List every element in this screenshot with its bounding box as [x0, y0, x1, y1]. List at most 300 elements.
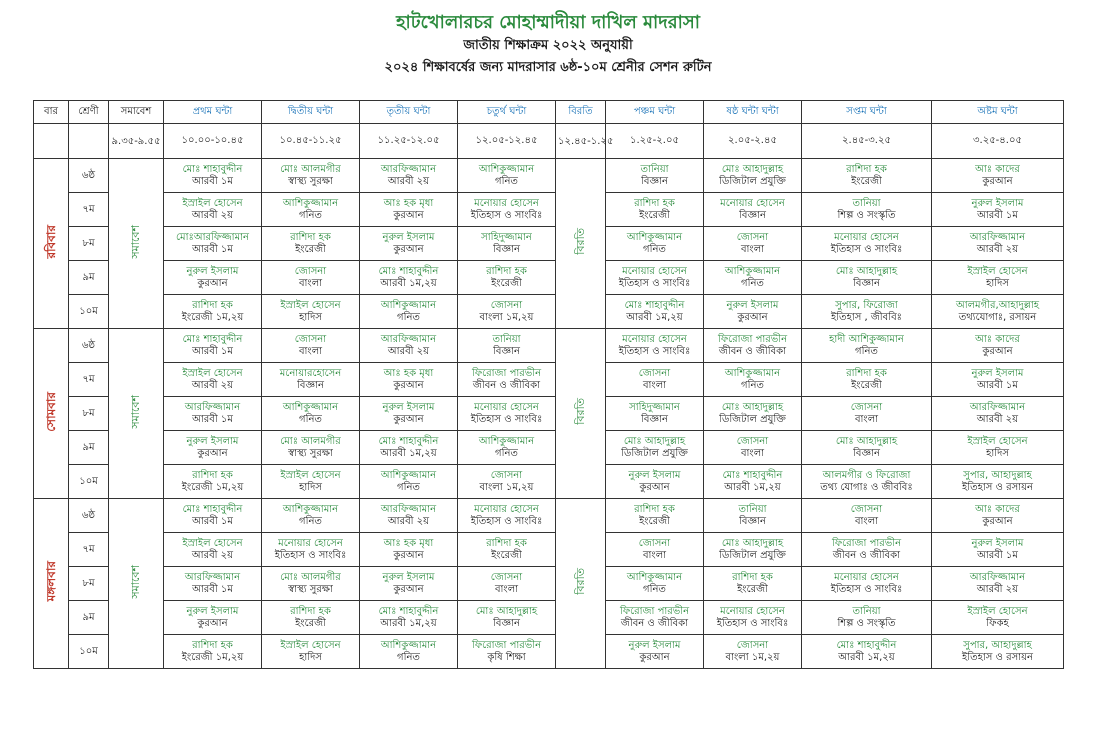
period-cell [606, 227, 704, 261]
period-cell [704, 499, 802, 533]
period-cell [704, 431, 802, 465]
period-cell [704, 227, 802, 261]
period-cell [360, 329, 458, 363]
period-cell [704, 261, 802, 295]
teacher-name: আরফিজ্জামান [969, 231, 1026, 243]
assembly-cell [109, 499, 164, 669]
period-cell [360, 295, 458, 329]
teacher-name: ফিরোজা পারভীন [471, 639, 542, 651]
assembly-label: সমাবেশ [129, 394, 142, 429]
break-cell [556, 499, 606, 669]
period-cell [932, 295, 1064, 329]
period-cell [458, 533, 556, 567]
teacher-name: মনোয়ারহোসেন [279, 367, 342, 379]
period-cell [360, 227, 458, 261]
teacher-name: ইস্রাইল হোসেন [280, 639, 341, 651]
teacher-name: জোসনা [736, 639, 769, 651]
subject-name: আরবী ১ম,২য় [626, 311, 683, 323]
period-cell [360, 601, 458, 635]
teacher-name: মোঃ শাহাবুদ্দীন [182, 333, 243, 345]
time-p5: ১.২৫-২.০৫ [606, 124, 704, 159]
subject-name: জীবন ও জীবিকা [472, 379, 541, 391]
teacher-name: আরফিজ্জামান [184, 401, 241, 413]
period-cell [802, 465, 932, 499]
subject-name: বাংলা ১ম,২য় [479, 311, 534, 323]
period-cell [932, 261, 1064, 295]
teacher-name: আশিকুজ্জামান [282, 503, 339, 515]
teacher-name: মনোয়ার হোসেন [474, 401, 539, 413]
period-cell [606, 193, 704, 227]
teacher-name: মোঃ শাহাবুদ্দীন [182, 163, 243, 175]
teacher-name: আরফিজ্জামান [380, 503, 437, 515]
period-cell [802, 159, 932, 193]
subject-name: ইতিহাস ও সাংবিঃ [830, 583, 903, 595]
subject-name: আরবী ১ম [977, 209, 1018, 221]
header-row [34, 101, 1064, 124]
period-cell [932, 227, 1064, 261]
teacher-name: আরফিজ্জামান [380, 163, 437, 175]
period-cell [458, 465, 556, 499]
madrasa-title: হাটখোলারচর মোহাম্মাদীয়া দাখিল মাদরাসা [396, 12, 700, 33]
curriculum-subtitle: জাতীয় শিক্ষাক্রম ২০২২ অনুযায়ী [463, 38, 633, 53]
subject-name: আরবী ১ম [977, 549, 1018, 561]
period-cell [704, 397, 802, 431]
period-cell [704, 635, 802, 669]
period-cell [932, 635, 1064, 669]
subject-name: ইংরেজী [491, 549, 522, 561]
subject-name: বিজ্ঞান [853, 277, 880, 289]
period-cell [932, 397, 1064, 431]
period-cell [606, 499, 704, 533]
subject-name: আরবী ১ম,২য় [380, 277, 437, 289]
class-label: ৮ম [69, 397, 109, 431]
period-cell [704, 533, 802, 567]
period-cell [262, 635, 360, 669]
period-cell [802, 227, 932, 261]
teacher-name: মোঃ আহাদুল্লাহ [475, 605, 538, 617]
subject-name: হাদিস [299, 481, 322, 493]
times-row [34, 124, 1064, 159]
time-p8: ৩.২৫-৪.০৫ [932, 124, 1064, 159]
routine-subtitle: ২০২৪ শিক্ষাবর্ষের জন্য মাদরাসার ৬ষ্ঠ-১০ম শ্রেনীর সেশন রুটিন [384, 60, 712, 75]
period-cell [606, 363, 704, 397]
teacher-name: রাশিদা হক [290, 231, 331, 243]
teacher-name: আরফিজ্জামান [184, 571, 241, 583]
teacher-name: ইস্রাইল হোসেন [280, 299, 341, 311]
period-cell [932, 431, 1064, 465]
teacher-name: জোসনা [490, 299, 523, 311]
period-cell [458, 635, 556, 669]
period-cell [164, 397, 262, 431]
teacher-name: সাহিদুজ্জামান [629, 401, 680, 413]
subject-name: বাংলা ১ম,২য় [725, 651, 780, 663]
period-cell [704, 295, 802, 329]
subject-name: বিজ্ঞান [739, 515, 766, 527]
period-cell [606, 533, 704, 567]
time-p2: ১০.৪৫-১১.২৫ [262, 124, 360, 159]
period-cell [802, 193, 932, 227]
subject-name: বাংলা [854, 515, 879, 527]
teacher-name: নুরুল ইসলাম [382, 401, 435, 413]
subject-name: বিজ্ঞান [853, 447, 880, 459]
period-cell [262, 567, 360, 601]
subject-name: ইতিহাস ও সাংবিঃ [830, 243, 903, 255]
teacher-name: তানিয়া [852, 197, 881, 209]
teacher-name: রাশিদা হক [846, 163, 887, 175]
teacher-name: জোসনা [638, 537, 671, 549]
teacher-name: মনোয়ার হোসেন [622, 333, 687, 345]
period-cell [458, 601, 556, 635]
routine-row [34, 465, 1064, 499]
teacher-name: মনোয়ার হোসেন [720, 197, 785, 209]
class-label: ৮ম [69, 567, 109, 601]
break-cell [556, 329, 606, 499]
period-cell [932, 329, 1064, 363]
routine-row [34, 533, 1064, 567]
period-cell [360, 635, 458, 669]
teacher-name: সাহিদুজ্জামান [481, 231, 532, 243]
period-cell [164, 465, 262, 499]
subject-name: ইংরেজী ১ম,২য় [181, 481, 244, 493]
period-cell [360, 363, 458, 397]
class-label: ৭ম [69, 363, 109, 397]
teacher-name: মোঃ শাহাবুদ্দীন [378, 265, 439, 277]
period-cell [262, 227, 360, 261]
times-empty-day [34, 124, 69, 159]
subject-name: তথ্যযোগাঃ, রসায়ন [958, 311, 1037, 323]
period-cell [360, 431, 458, 465]
subject-name: কুরআন [639, 651, 670, 663]
period-cell [360, 193, 458, 227]
subject-name: কুরআন [393, 583, 424, 595]
col-p8-header: অষ্টম ঘন্টা [932, 101, 1064, 124]
teacher-name: মোঃ আহাদুল্লাহ [835, 435, 898, 447]
period-cell [606, 431, 704, 465]
subject-name: কুরআন [393, 209, 424, 221]
teacher-name: জোসনা [850, 401, 883, 413]
teacher-name: নুরুল ইসলাম [382, 571, 435, 583]
subject-name: জীবন ও জীবিকা [832, 549, 901, 561]
subject-name: তথ্য যোগাঃ ও জীববিঃ [820, 481, 913, 493]
subject-name: বাংলা [854, 413, 879, 425]
subject-name: বাংলা [740, 243, 765, 255]
routine-row [34, 295, 1064, 329]
teacher-name: নুরুল ইসলাম [628, 469, 681, 481]
teacher-name: আশিকুজ্জামান [626, 231, 683, 243]
teacher-name: নুরুল ইসলাম [971, 367, 1024, 379]
subject-name: স্বাস্থ্য সুরক্ষা [288, 447, 333, 459]
break-label: বিরতি [573, 228, 587, 255]
period-cell [802, 567, 932, 601]
period-cell [164, 431, 262, 465]
period-cell [262, 363, 360, 397]
period-cell [606, 261, 704, 295]
period-cell [262, 601, 360, 635]
subject-name: বাংলা ১ম,২য় [479, 481, 534, 493]
subject-name: কুরআন [639, 481, 670, 493]
teacher-name: ফিরোজা পারভীন [717, 333, 788, 345]
period-cell [606, 601, 704, 635]
period-cell [458, 295, 556, 329]
period-cell [164, 159, 262, 193]
break-cell [556, 159, 606, 329]
subject-name: ইংরেজী [491, 277, 522, 289]
assembly-label: সমাবেশ [129, 564, 142, 599]
teacher-name: আরফিজ্জামান [969, 571, 1026, 583]
period-cell [932, 601, 1064, 635]
period-cell [932, 363, 1064, 397]
routine-row [34, 329, 1064, 363]
subject-name: হাদিস [299, 311, 322, 323]
subject-name: ইংরেজী [295, 617, 326, 629]
period-cell [458, 567, 556, 601]
subject-name: ইতিহাস ও সাংবিঃ [716, 617, 789, 629]
break-label: বিরতি [573, 398, 587, 425]
period-cell [458, 499, 556, 533]
subject-name: গনিত [397, 311, 420, 323]
subject-name: গনিত [643, 583, 666, 595]
subject-name: গনিত [397, 481, 420, 493]
teacher-name: মোঃ শাহাবুদ্দীন [836, 639, 897, 651]
teacher-name: আঃ হক মৃধা [383, 537, 434, 549]
class-label: ৯ম [69, 261, 109, 295]
teacher-name: মনোয়ার হোসেন [622, 265, 687, 277]
teacher-name: মোঃআরফিজ্জামান [176, 231, 249, 243]
teacher-name: তানিয়া [492, 333, 521, 345]
subject-name: আরবী ১ম [192, 345, 233, 357]
col-break-header: বিরতি [556, 101, 606, 124]
teacher-name: জোসনা [294, 265, 327, 277]
teacher-name: হাদী আশিকুজ্জামান [829, 333, 904, 345]
subject-name: কুরআন [393, 549, 424, 561]
teacher-name: মনোয়ার হোসেন [278, 537, 343, 549]
period-cell [704, 465, 802, 499]
subject-name: শিল্প ও সংস্কৃতি [837, 617, 896, 629]
subject-name: আরবী ১ম [192, 413, 233, 425]
subject-name: কুরআন [982, 175, 1013, 187]
subject-name: ইংরেজী ১ম,২য় [181, 651, 244, 663]
teacher-name: মোঃ আলমগীর [280, 435, 341, 447]
subject-name: বাংলা [642, 379, 667, 391]
teacher-name: রাশিদা হক [192, 299, 233, 311]
teacher-name: ইস্রাইল হোসেন [280, 469, 341, 481]
subject-name: গনিত [855, 345, 878, 357]
subject-name: জীবন ও জীবিকা [620, 617, 689, 629]
subject-name: বাংলা [642, 549, 667, 561]
teacher-name: জোসনা [490, 469, 523, 481]
subject-name: হাদিস [986, 277, 1009, 289]
subject-name: স্বাস্থ্য সুরক্ষা [288, 583, 333, 595]
period-cell [704, 193, 802, 227]
teacher-name: আরফিজ্জামান [969, 401, 1026, 413]
period-cell [164, 227, 262, 261]
teacher-name: রাশিদা হক [192, 639, 233, 651]
teacher-name: আশিকুজ্জামান [724, 367, 781, 379]
subject-name: আরবী ২য় [976, 583, 1019, 595]
teacher-name: তানিয়া [640, 163, 669, 175]
teacher-name: ফিরোজা পারভীন [831, 537, 902, 549]
time-assembly: ৯.৩৫-৯.৫৫ [109, 124, 164, 159]
time-break: ১২.৪৫-১.২৫ [556, 124, 606, 159]
col-assembly-header: সমাবেশ [109, 101, 164, 124]
subject-name: গনিত [299, 413, 322, 425]
teacher-name: মোঃ শাহাবুদ্দীন [624, 299, 685, 311]
subject-name: আরবী ২য় [387, 345, 430, 357]
class-label: ৬ষ্ঠ [69, 499, 109, 533]
subject-name: ডিজিটাল প্রযুক্তি [719, 413, 786, 425]
subject-name: আরবী ২য় [976, 243, 1019, 255]
subject-name: ইতিহাস ও সাংবিঃ [274, 549, 347, 561]
teacher-name: মোঃ আহাদুল্লাহ [721, 537, 784, 549]
teacher-name: মোঃ আহাদুল্লাহ [721, 401, 784, 413]
teacher-name: ইস্রাইল হোসেন [182, 367, 243, 379]
times-empty-class [69, 124, 109, 159]
time-p1: ১০.০০-১০.৪৫ [164, 124, 262, 159]
period-cell [262, 159, 360, 193]
teacher-name: আঃ হক মৃধা [383, 197, 434, 209]
period-cell [360, 499, 458, 533]
routine-row [34, 159, 1064, 193]
routine-row [34, 227, 1064, 261]
period-cell [704, 601, 802, 635]
teacher-name: ইস্রাইল হোসেন [967, 435, 1028, 447]
subject-name: বিজ্ঞান [641, 413, 668, 425]
subject-name: আরবী ১ম [192, 243, 233, 255]
subject-name: কৃষি শিক্ষা [487, 651, 526, 663]
period-cell [802, 533, 932, 567]
class-label: ৭ম [69, 533, 109, 567]
period-cell [164, 635, 262, 669]
subject-name: গনিত [495, 175, 518, 187]
teacher-name: রাশিদা হক [846, 367, 887, 379]
teacher-name: মোঃ আলমগীর [280, 571, 341, 583]
subject-name: কুরআন [197, 447, 228, 459]
class-label: ৯ম [69, 601, 109, 635]
class-label: ৮ম [69, 227, 109, 261]
day-cell [34, 499, 69, 669]
teacher-name: মোঃ শাহাবুদ্দীন [378, 435, 439, 447]
period-cell [164, 329, 262, 363]
teacher-name: মোঃ আহাদুল্লাহ [721, 163, 784, 175]
teacher-name: আশিকুজ্জামান [380, 469, 437, 481]
subject-name: কুরআন [737, 311, 768, 323]
teacher-name: নুরুল ইসলাম [186, 265, 239, 277]
col-class-header: শ্রেণী [69, 101, 109, 124]
time-p7: ২.৪৫-৩.২৫ [802, 124, 932, 159]
teacher-name: জোসনা [490, 571, 523, 583]
teacher-name: মনোয়ার হোসেন [720, 605, 785, 617]
period-cell [164, 567, 262, 601]
period-cell [360, 465, 458, 499]
subject-name: কুরআন [393, 243, 424, 255]
subject-name: বাংলা [494, 583, 519, 595]
subject-name: আরবী ২য় [387, 175, 430, 187]
period-cell [360, 261, 458, 295]
subject-name: ইংরেজী [639, 209, 670, 221]
teacher-name: নুরুল ইসলাম [382, 231, 435, 243]
period-cell [458, 329, 556, 363]
teacher-name: নুরুল ইসলাম [186, 605, 239, 617]
teacher-name: ইস্রাইল হোসেন [967, 605, 1028, 617]
routine-row [34, 499, 1064, 533]
teacher-name: জোসনা [850, 503, 883, 515]
subject-name: কুরআন [982, 345, 1013, 357]
period-cell [802, 261, 932, 295]
subject-name: আরবী ১ম [192, 515, 233, 527]
assembly-label: সমাবেশ [129, 224, 142, 259]
subject-name: আরবী ১ম,২য় [724, 481, 781, 493]
period-cell [606, 567, 704, 601]
period-cell [458, 227, 556, 261]
subject-name: ইংরেজী [639, 515, 670, 527]
teacher-name: জোসনা [638, 367, 671, 379]
class-label: ১০ম [69, 295, 109, 329]
subject-name: বিজ্ঞান [739, 209, 766, 221]
subject-name: আরবী ২য় [387, 515, 430, 527]
subject-name: গনিত [643, 243, 666, 255]
subject-name: হাদিস [299, 651, 322, 663]
teacher-name: রাশিদা হক [290, 605, 331, 617]
period-cell [458, 431, 556, 465]
teacher-name: তানিয়া [852, 605, 881, 617]
subject-name: ইংরেজী ১ম,২য় [181, 311, 244, 323]
routine-row [34, 601, 1064, 635]
day-label: মঙ্গলবার [44, 561, 58, 602]
period-cell [704, 363, 802, 397]
routine-row [34, 567, 1064, 601]
subject-name: গনিত [741, 379, 764, 391]
day-cell [34, 329, 69, 499]
subject-name: আরবী ২য় [976, 413, 1019, 425]
routine-table [33, 100, 1064, 669]
period-cell [802, 601, 932, 635]
teacher-name: নুরুল ইসলাম [971, 197, 1024, 209]
teacher-name: আশিকুজ্জামান [380, 639, 437, 651]
class-label: ১০ম [69, 465, 109, 499]
subject-name: ইতিহাস ও রসায়ন [962, 481, 1033, 493]
teacher-name: আরফিজ্জামান [380, 333, 437, 345]
teacher-name: আশিকুজ্জামান [282, 197, 339, 209]
subject-name: গনিত [299, 515, 322, 527]
period-cell [262, 193, 360, 227]
subject-name: বাংলা [298, 277, 323, 289]
period-cell [164, 295, 262, 329]
period-cell [262, 533, 360, 567]
teacher-name: মনোয়ার হোসেন [474, 503, 539, 515]
teacher-name: মনোয়ার হোসেন [834, 231, 899, 243]
teacher-name: তানিয়া [738, 503, 767, 515]
period-cell [164, 533, 262, 567]
subject-name: কুরআন [197, 617, 228, 629]
teacher-name: মোঃ আলমগীর [280, 163, 341, 175]
period-cell [262, 261, 360, 295]
subject-name: আরবী ১ম,২য় [380, 447, 437, 459]
class-label: ৬ষ্ঠ [69, 159, 109, 193]
col-p4-header: চতুর্থ ঘন্টা [458, 101, 556, 124]
subject-name: আরবী ১ম [192, 583, 233, 595]
class-label: ১০ম [69, 635, 109, 669]
period-cell [802, 329, 932, 363]
subject-name: আরবী ২য় [191, 379, 234, 391]
col-p7-header: সপ্তম ঘন্টা [802, 101, 932, 124]
col-p1-header: প্রথম ঘন্টা [164, 101, 262, 124]
subject-name: বিজ্ঞান [493, 345, 520, 357]
period-cell [704, 329, 802, 363]
period-cell [164, 499, 262, 533]
teacher-name: আশিকুজ্জামান [380, 299, 437, 311]
subject-name: বিজ্ঞান [297, 379, 324, 391]
col-p2-header: দ্বিতীয় ঘন্টা [262, 101, 360, 124]
